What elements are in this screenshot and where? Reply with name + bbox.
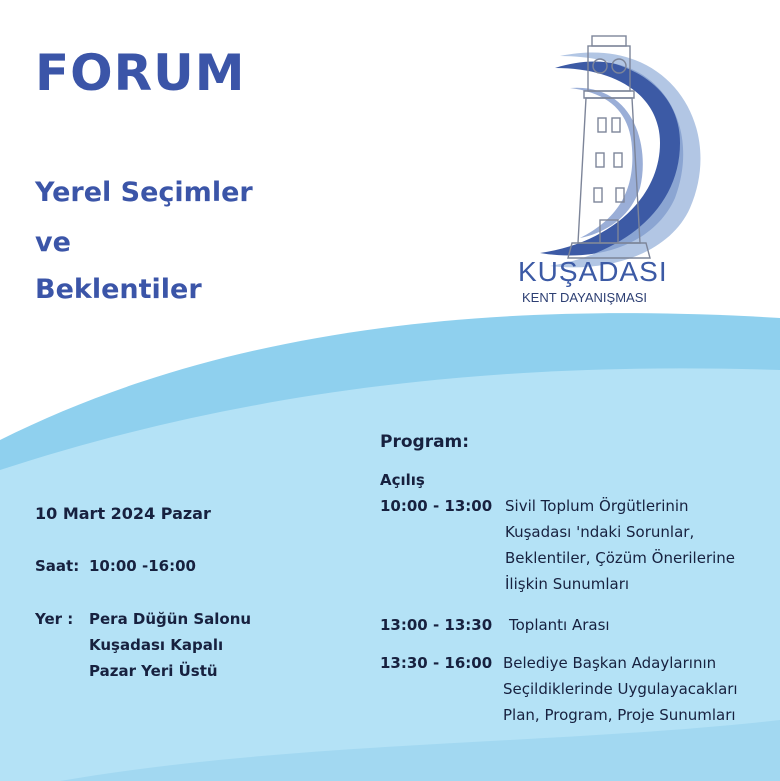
place-label: Yer : xyxy=(35,610,74,628)
program-heading: Program: xyxy=(380,432,470,452)
program-item-1-line-1: Sivil Toplum Örgütlerinin xyxy=(505,497,689,515)
logo-text-kent-dayanismasi: KENT DAYANIŞMASI xyxy=(522,290,647,305)
time-label: Saat: xyxy=(35,557,80,575)
place-line-3: Pazar Yeri Üstü xyxy=(89,662,218,680)
program-item-1-time: 10:00 - 13:00 xyxy=(380,497,493,515)
kusadasi-logo xyxy=(500,28,720,318)
subtitle-line-1: Yerel Seçimler xyxy=(35,177,253,208)
subtitle-line-3: Beklentiler xyxy=(35,274,202,305)
logo-text-kusadasi: KUŞADASI xyxy=(518,256,668,287)
forum-title: FORUM xyxy=(35,44,246,102)
subtitle-line-2: ve xyxy=(35,227,71,258)
program-item-2-line-1: Toplantı Arası xyxy=(509,616,610,634)
program-item-1-line-4: İlişkin Sunumları xyxy=(505,575,630,593)
program-item-3-time: 13:30 - 16:00 xyxy=(380,654,493,672)
program-item-1-line-2: Kuşadası 'ndaki Sorunlar, xyxy=(505,523,695,541)
program-item-2-time: 13:00 - 13:30 xyxy=(380,616,493,634)
program-item-3-line-3: Plan, Program, Proje Sunumları xyxy=(503,706,736,724)
time-value: 10:00 -16:00 xyxy=(89,557,196,575)
place-line-1: Pera Düğün Salonu xyxy=(89,610,252,628)
program-item-1-line-3: Beklentiler, Çözüm Önerilerine xyxy=(505,549,736,567)
program-opening: Açılış xyxy=(380,471,425,489)
place-line-2: Kuşadası Kapalı xyxy=(89,636,224,654)
program-item-3-line-2: Seçildiklerinde Uygulayacakları xyxy=(503,680,738,698)
program-item-3-line-1: Belediye Başkan Adaylarının xyxy=(503,654,717,672)
event-date: 10 Mart 2024 Pazar xyxy=(35,504,211,523)
